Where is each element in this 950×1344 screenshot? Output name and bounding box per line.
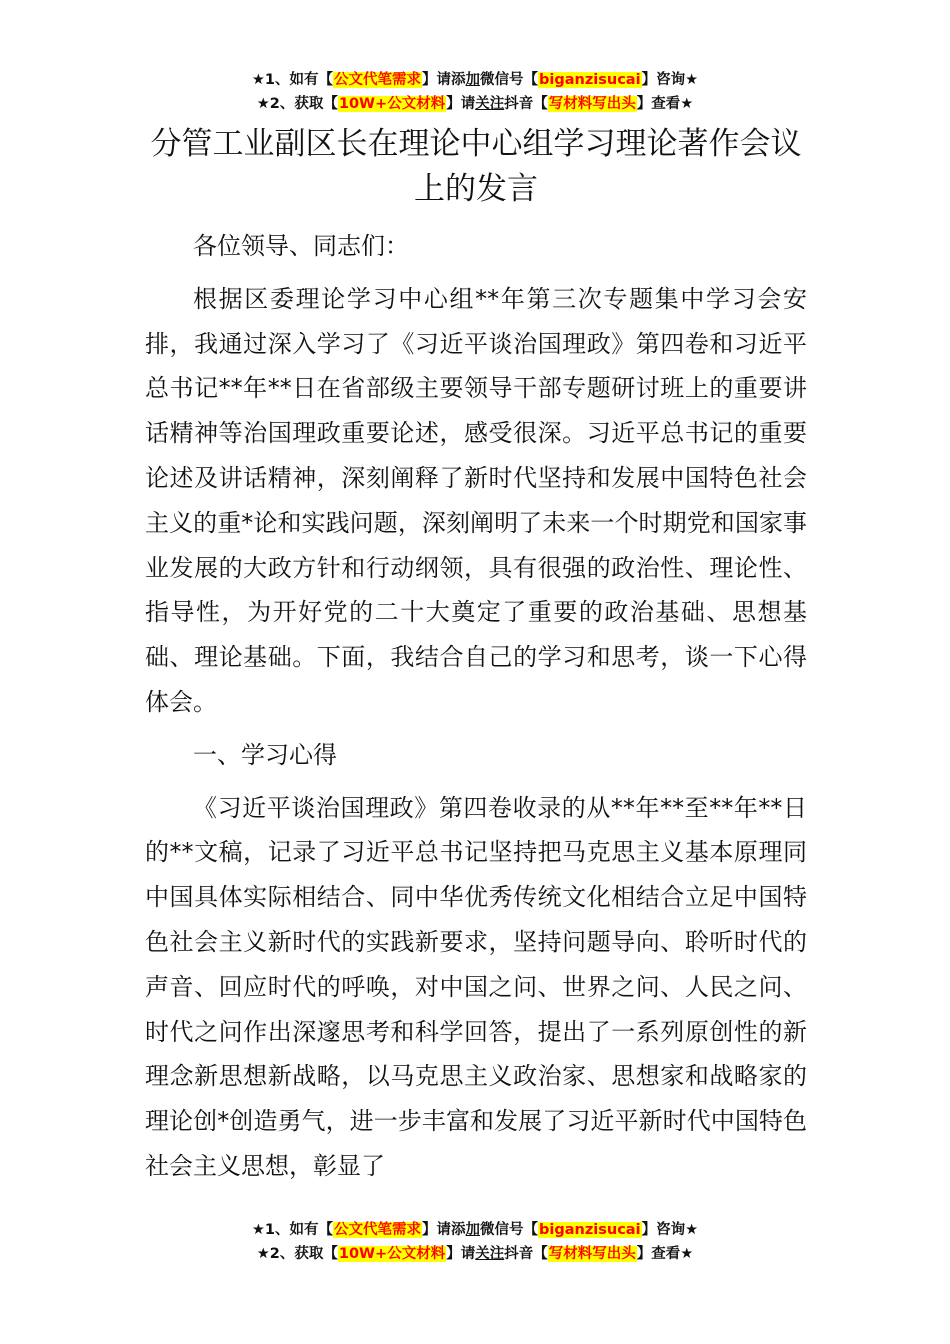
body-paragraph: 根据区委理论学习中心组**年第三次专题集中学习会安排，我通过深入学习了《习近平谈治国理政》第四卷和习近平总书记**年**日在省部级主要领导干部专题研讨班上的重要讲话精神等治国理政重要论述，感受很深。习近平总书记的重要论述及讲话精神，深刻阐释了新时代坚持和发展中国特色社会主义的重*论和实践问题，深刻阐明了未来一个时期党和国家事业发展的大政方针和行动纲领，具有很强的政治性、理论性、指导性，为开好党的二十大奠定了重要的政治基础、思想基础、理论基础。下面，我结合自己的学习和思考，谈一下心得体会。 — [145, 284, 807, 716]
section-heading: 一、学习心得 — [193, 740, 337, 769]
body-paragraph: 《习近平谈治国理政》第四卷收录的从**年**至**年**日的**文稿，记录了习近平总书记坚持把马克思主义基本原理同中国具体实际相结合、同中华优秀传统文化相结合立足中国特色社会主义新时代的实践新要求，坚持问题导向、聆听时代的声音、回应时代的呼唤，对中国之问、世界之问、人民之问、时代之问作出深邃思考和科学回答，提出了一系列原创性的新理念新思想新战略，以马克思主义政治家、思想家和战略家的理论创*创造勇气，进一步丰富和发展了习近平新时代中国特色社会主义思想，彰显了 — [145, 793, 807, 1180]
promo-line-1: ★1、如有【公文代笔需求】请添加微信号【biganzisucai】咨询★ — [251, 72, 699, 88]
highlight-service: 公文代笔需求 — [334, 1222, 422, 1238]
promo-line-1: ★1、如有【公文代笔需求】请添加微信号【biganzisucai】咨询★ — [251, 1222, 699, 1238]
document-body — [145, 224, 807, 1189]
promo-line-2: ★2、获取【10W+公文材料】请关注抖音【写材料写出头】查看★ — [256, 96, 694, 112]
promo-banner-bottom — [0, 1218, 950, 1266]
highlight-materials: 10W+公文材料 — [338, 1246, 446, 1262]
highlight-materials: 10W+公文材料 — [338, 96, 446, 112]
highlight-douyin-account: 写材料写出头 — [548, 96, 636, 112]
promo-banner-top — [0, 68, 950, 116]
document-title: 分管工业副区长在理论中心组学习理论著作会议上的发言 — [150, 126, 802, 207]
highlight-wechat-id: biganzisucai — [539, 1222, 641, 1238]
highlight-service: 公文代笔需求 — [334, 72, 422, 88]
highlight-douyin-account: 写材料写出头 — [548, 1246, 636, 1262]
salutation: 各位领导、同志们： — [193, 232, 409, 260]
highlight-wechat-id: biganzisucai — [539, 72, 641, 88]
promo-line-2: ★2、获取【10W+公文材料】请关注抖音【写材料写出头】查看★ — [256, 1246, 694, 1262]
